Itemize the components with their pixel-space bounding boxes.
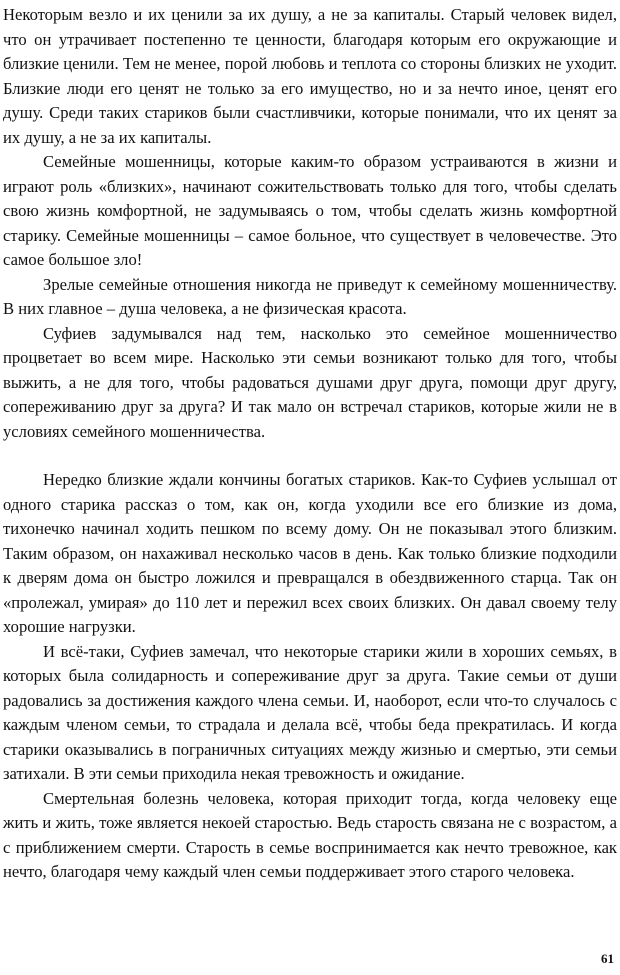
paragraph: Смертельная болезнь человека, которая приходит тогда, когда человеку еще жить и жить, тоже является некоей старостью. Ведь старость связана не с возрастом, а с приближением смерти. Старость в семье воспринимается как нечто тревожное, как нечто, благодаря чему каждый член семьи поддерживает этого старого человека. (3, 788, 617, 881)
paragraph: Суфиев задумывался над тем, насколько это семейное мошенничество процветает во всем мире. Насколько эти семьи возникают только для того, чтобы выжить, а не для того, чтобы радоваться душами друг друга, помощи друг другу, сопереживанию друг за друга? И так мало он встречал стариков, которые жили не в условиях семейного мошенничества. (3, 323, 617, 441)
paragraph: Семейные мошенницы, которые каким-то образом устраиваются в жизни и играют роль «близких», начинают сожительствовать только для того, чтобы сделать свою жизнь комфортной, не задумываясь о том, чтобы сделать жизнь комфортной старику. Семейные мошенницы – самое больное, что существует в человечестве. Это самое большое зло! (3, 152, 617, 269)
section-break (3, 444, 617, 468)
paragraph: Зрелые семейные отношения никогда не приведут к семейному мошенничеству. В них главное – душа человека, а не физическая красота. (3, 274, 617, 318)
paragraph: Нередко близкие ждали кончины богатых стариков. Как-то Суфиев услышал от одного старика рассказ о том, как он, когда уходили все его близкие из дома, тихонечко начинал ходить пешком по всему дому. Он не показывал этого близким. Таким образом, он нахаживал несколько часов в день. Как только близкие подходили к дверям дома он быстро ложился и превращался в обездвиженного старца. Так он «пролежал, умирая» до 110 лет и пережил всех своих близких. Он давал своему телу хорошие нагрузки. (3, 470, 617, 636)
paragraph: Некоторым везло и их ценили за их душу, а не за капиталы. Старый человек видел, что он утрачивает постепенно те ценности, благодаря которым его окружающие и близкие ценили. Тем не менее, порой любовь и теплота со стороны близких не уходит. Близкие люди его ценят не только за его имущество, но и за нечто иное, ценят его душу. Среди таких стариков были счастливчики, которые понимали, что их ценят за их душу, а не за их капиталы. (3, 5, 617, 147)
page-number: 61 (601, 951, 614, 966)
paragraph: И всё-таки, Суфиев замечал, что некоторые старики жили в хороших семьях, в которых была солидарность и сопереживание друг за друга. Такие семьи от души радовались за достижения каждого члена семьи. И, наоборот, если что-то случалось с каждым членом семьи, то страдала и делала всё, чтобы беда прекратилась. И когда старики оказывались в пограничных ситуациях между жизнью и смертью, эти семьи затихали. В эти семьи приходила некая тревожность и ожидание. (3, 641, 617, 783)
page-body (3, 3, 617, 885)
